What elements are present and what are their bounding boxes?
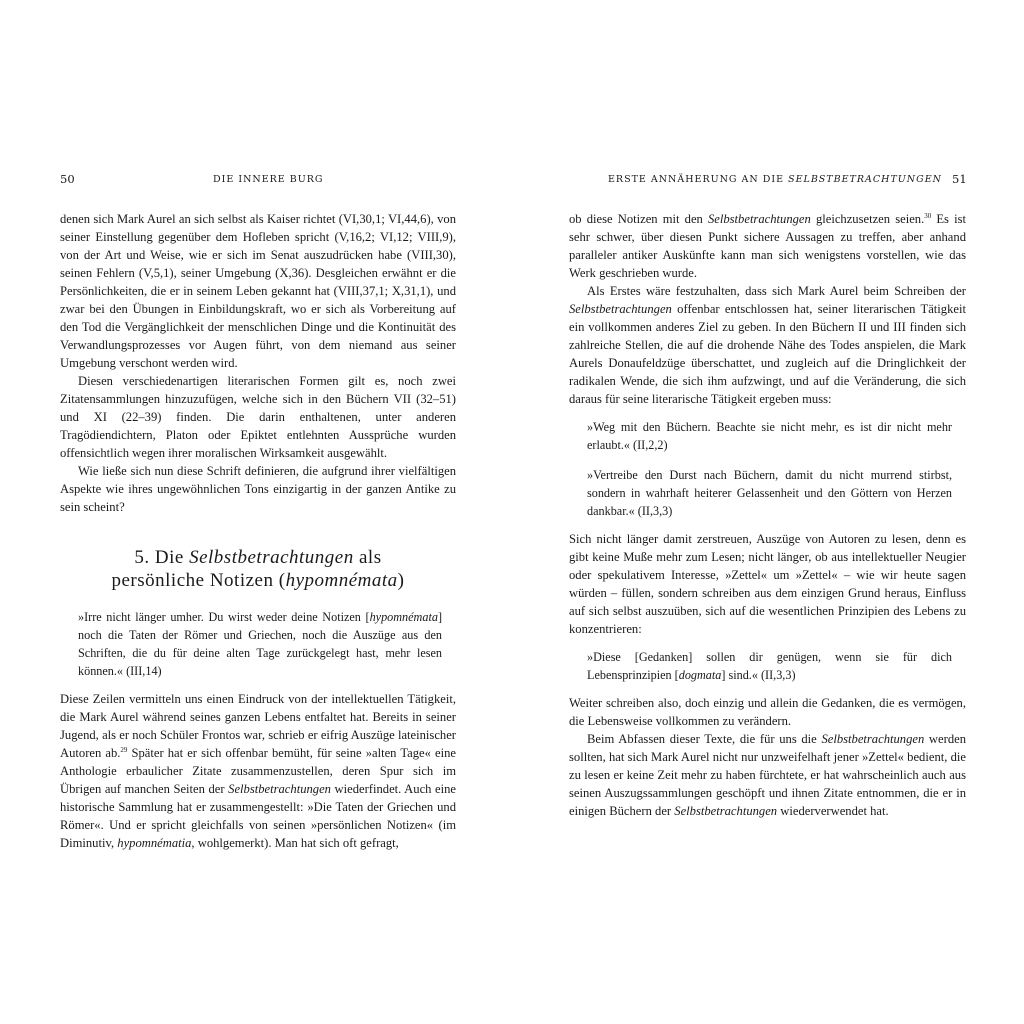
running-head-italic: SELBSTBETRACHTUNGEN [788,174,942,185]
running-head-left: DIE INNERE BURG [213,174,324,185]
running-head-right [608,174,942,185]
footnote-ref: 29 [120,745,128,754]
paragraph-italic: Selbstbetrachtungen [674,804,778,818]
paragraph-text: Es ist sehr schwer, über diesen Punkt sichere Aussagen zu treffen, aber anhand paralleler antiker Auskünfte kann man sich wenigstens vorstellen, wie das Werk geschrieben wurde. [569,212,966,280]
paragraph-text: Diese Zeilen vermitteln uns einen Eindruck von der intellektuellen Tätigkeit, die Mark Aurel während seines ganzen Lebens entfaltet hat. Bereits in seiner Jugend, als er noch Schüler Frontos war, schrieb er eifrig Auszüge lateinischer Autoren ab. [60,692,456,760]
paragraph-italic: Selbstbetrachtungen [569,302,672,316]
left-text-block [60,210,456,852]
heading-italic: Selbstbetrachtungen [189,547,354,568]
paragraph [60,690,456,852]
quote-text: ] noch die Taten der Römer und Griechen, noch die Auszüge aus den Schriften, die du für deine alten Tage zurückgelegt hast, mehr lesen können.« (III,14) [78,610,442,678]
paragraph: Diesen verschiedenartigen literarischen Formen gilt es, noch zwei Zitatensammlungen hinzuzufügen, welche sich in den Büchern VII (32–51) und XI (22–39) finden. Die darin enthaltenen, unter anderen Tragödiendichtern, Platon oder Epiktet entlehnten Aussprüche wurden offensichtlich wegen ihrer moralischen Wirksamkeit ausgewählt. [60,374,456,460]
page-number-right: 51 [952,172,967,186]
block-quote [569,648,966,684]
quote-text: ] sind.« (II,3,3) [721,668,796,682]
paragraph-italic: Selbstbetrachtungen [821,732,925,746]
paragraph-italic: Selbstbetrachtungen [707,212,811,226]
paragraph-text: werden sollten, hat sich Mark Aurel nicht nur unzweifelhaft jener »Zettel« bedient, die zu lesen er keine Zeit mehr zu haben fürchtete, er hat wahrscheinlich auch aus seinen Auszugssammlungen geschöpft und ihnen Zitate entnommen, die er in einigen Büchern der [569,732,966,818]
page-number-left: 50 [60,172,75,186]
paragraph: Sich nicht länger damit zerstreuen, Auszüge von Autoren zu lesen, denn es gibt keine Muße mehr zum Lesen; nicht länger, ob aus intellektueller Neugier oder spekulativem Interesse, »Zettel« um »Zettel« – wie wir heute sagen würden – füllen, sondern schreiben aus dem einzigen Grund heraus, Einfluss auf sich selbst auszuüben, sich auf die wesentlichen Prinzipien des Lebens zu konzentrieren: [569,532,966,636]
quote-italic: dogmata [678,668,722,682]
paragraph [569,210,966,282]
quote-text: »Diese [Gedanken] sollen dir genügen, wenn sie für dich Lebensprinzipien [ [587,650,952,682]
section-heading [60,546,456,592]
quote-text: »Irre nicht länger umher. Du wirst weder deine Notizen [ [78,610,370,624]
block-quote: »Vertreibe den Durst nach Büchern, damit du nicht murrend stirbst, sondern in wahrhaft heiterer Gelassenheit und den Göttern von Herzen dankbar.« (II,3,3) [587,468,952,518]
paragraph: Weiter schreiben also, doch einzig und allein die Gedanken, die es vermögen, die Lebensweise vollkommen zu verändern. [569,696,966,728]
paragraph [569,282,966,408]
right-text-block [569,210,966,820]
paragraph [569,730,966,820]
paragraph-text: ob diese Notizen mit den [569,212,708,226]
heading-italic: hypomnémata [285,570,398,591]
block-quote [60,608,456,680]
heading-text: ) [397,570,405,591]
paragraph-italic: Selbstbetrachtungen [228,782,331,796]
footnote-ref: 30 [924,211,932,220]
paragraph-text: wiederfindet. Auch eine historische Sammlung hat er zusammengestellt: »Die Taten der Griechen und Römer«. Und er spricht gleichfalls von seinen »persönlichen Notizen« (im Diminutiv, [60,782,456,850]
paragraph: denen sich Mark Aurel an sich selbst als Kaiser richtet (VI,30,1; VI,44,6), von seiner Einstellung gegenüber dem Hofleben spricht (V,16,2; VI,12; VIII,9), von der Art und Weise, wie er sich im Senat auszudrücken habe (VIII,30), seinen Fehlern (V,5,1), seiner Umgebung (X,36). Desgleichen erwähnt er die Persönlichkeiten, die er in seinem Leben gekannt hat (VIII,37,1; X,31,1), und zwar bei den Übungen in Einbildungskraft, wo er sich als Vorbereitung auf den Tod die Vergänglichkeit der menschlichen Dinge und die Kontinuität des Verwandlungsprozesses vor Augen führt, von dem niemand aus seiner Umgebung verschont werden wird. [60,212,456,370]
paragraph-text: Beim Abfassen dieser Texte, die für uns die [587,732,822,746]
paragraph-text: gleichzusetzen seien. [810,212,925,226]
heading-text: persönliche Notizen ( [111,570,286,591]
heading-text: 5. Die [134,547,190,568]
running-head-text: ERSTE ANNÄHERUNG AN DIE [608,174,789,185]
paragraph: Wie ließe sich nun diese Schrift definieren, die aufgrund ihrer vielfältigen Aspekte wie ihres ungewöhnlichen Tons einzigartig in der ganzen Antike zu sein scheint? [60,464,456,514]
paragraph-text: offenbar entschlossen hat, seiner literarischen Tätigkeit ein vollkommen anderes Ziel zu geben. In den Büchern II und III finden sich zahlreiche Stellen, die auf die drohende Nähe des Todes anspielen, die Mark Aurels Donaufeldzüge überschattet, und zugleich auf die Dringlichkeit der radikalen Wende, die sich ihm aufzwingt, und auf die Veränderung, die sich daraus für seine literarische Tätigkeit ergeben muss: [569,302,966,406]
paragraph-text: , wohlgemerkt). Man hat sich oft gefragt, [191,836,399,850]
heading-text: als [353,547,382,568]
paragraph-italic: hypomnématia [117,836,192,850]
quote-italic: hypomnémata [369,610,438,624]
block-quote: »Weg mit den Büchern. Beachte sie nicht mehr, es ist dir nicht mehr erlaubt.« (II,2,2) [587,420,952,452]
paragraph-text: Als Erstes wäre festzuhalten, dass sich Mark Aurel beim Schreiben der [587,284,966,298]
paragraph-text: Später hat er sich offenbar bemüht, für seine »alten Tage« eine Anthologie erbaulicher Zitate zusammenzustellen, deren Spur sich im Übrigen auf manchen Seiten der [60,746,456,796]
paragraph-text: wiederverwendet hat. [777,804,889,818]
right-page [512,0,1024,1024]
